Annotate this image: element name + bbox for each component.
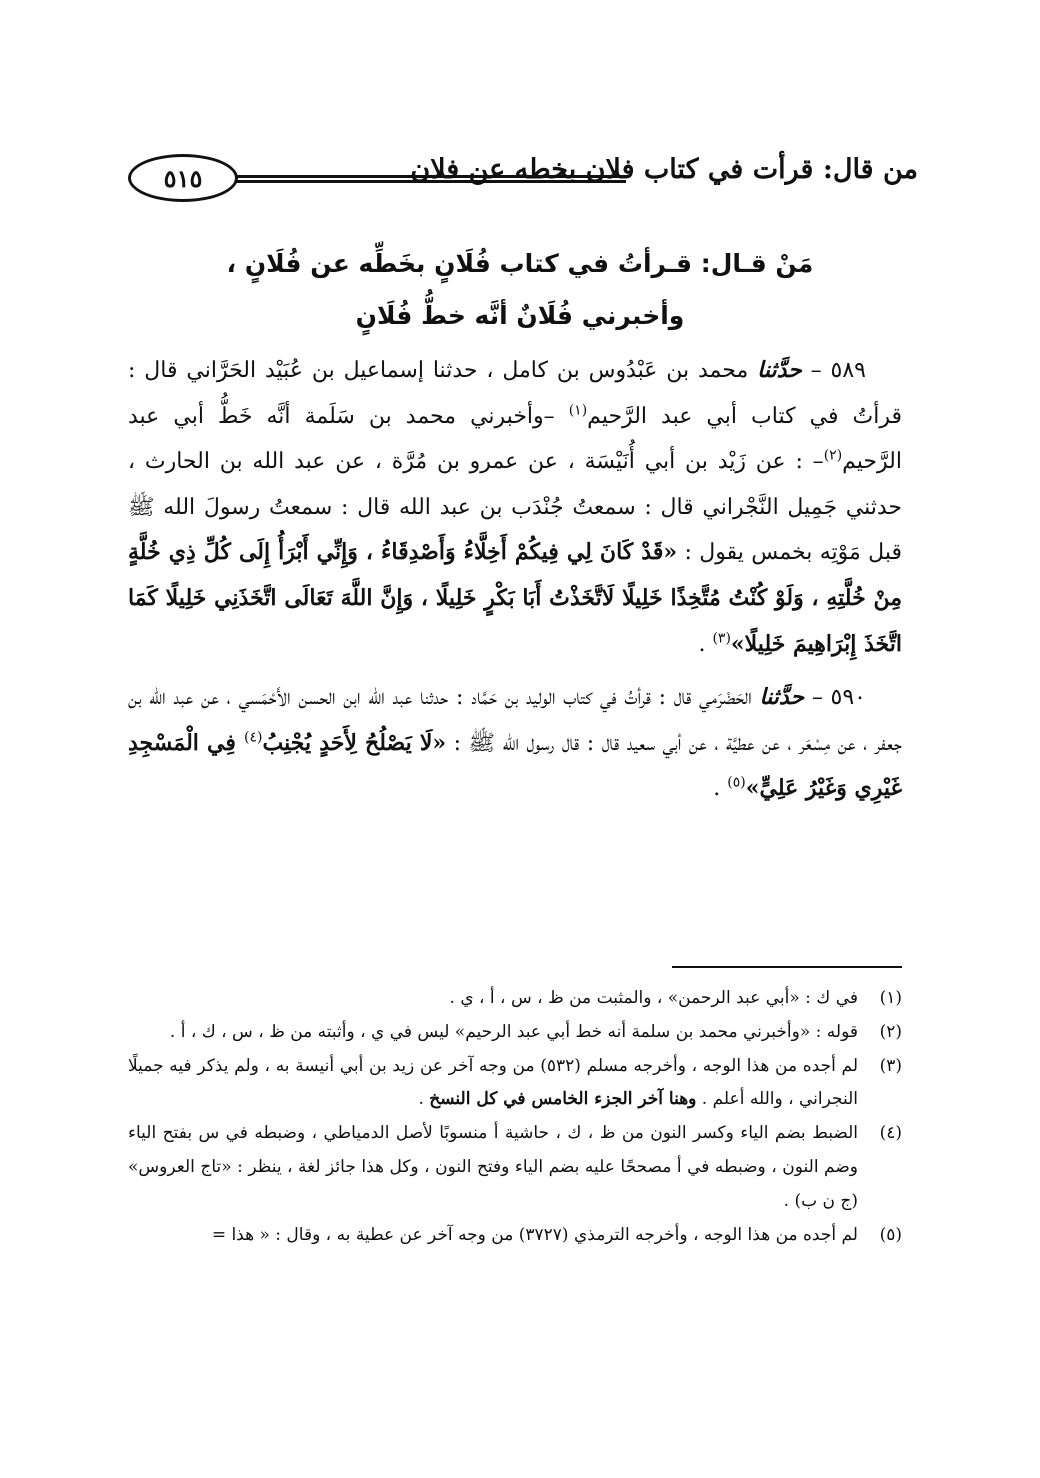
isnad-text: –وأخبرني محمد بن سَلَمة أنَّه خَطُّ أبي عبد الرَّحيم bbox=[128, 403, 902, 475]
footnote-text: لم أجده من هذا الوجه ، وأخرجه الترمذي (٣٧٢٧) من وجه آخر عن عطية به ، وقال : « هذا = bbox=[211, 1224, 858, 1245]
end-mark: . bbox=[418, 1089, 430, 1110]
footnotes bbox=[128, 982, 902, 1252]
footnote-text: لم أجده من هذا الوجه ، وأخرجه مسلم (٥٣٢) من وجه آخر عن زيد بن أبي أنيسة به ، ولم يذكر فيه جميلًا النجراني ، والله أعلم . bbox=[128, 1055, 859, 1110]
matn-text: «قَدْ كَانَ لِي فِيكُمْ أَخِلَّاءُ وَأَصْدِقَاءُ ، وَإِنِّي أَبْرَأُ إِلَى كُلِّ ذِي خُلَّةٍ مِنْ خُلَّتِهِ ، وَلَوْ كُنْتُ مُتَّخِذًا خَلِيلًا لَاتَّخَذْتُ أَبَا بَكْرٍ خَلِيلًا ، وَإِنَّ اللَّهَ تَعَالَى اتَّخَذَنِي خَلِيلًا كَمَا اتَّخَذَ إِبْرَاهِيمَ خَلِيلًا» bbox=[128, 539, 902, 657]
footnote-4 bbox=[128, 1117, 902, 1218]
hadith-number: ٥٩٠ – bbox=[804, 685, 866, 711]
footnote-text: قوله : «وأخبرني محمد بن سلمة أنه خط أبي عبد الرحيم» ليس في ي ، وأثبته من ظ ، س ، ك ، أ . bbox=[169, 1021, 858, 1042]
page-number: ٥١٥ bbox=[128, 154, 238, 202]
footnote-1 bbox=[128, 982, 902, 1016]
hadith-number: ٥٨٩ – bbox=[801, 358, 866, 383]
footnote-number: (٣) bbox=[879, 1055, 903, 1076]
hadith-589 bbox=[128, 348, 902, 667]
footnote-number: (٢) bbox=[879, 1021, 902, 1042]
footnote-ref-3[interactable]: (٣) bbox=[712, 630, 731, 647]
running-title: من قال: قرأت في كتاب فلان بخطه عن فلان bbox=[410, 154, 918, 185]
haddathana-word: حدَّثنا bbox=[759, 684, 805, 711]
footnote-number: (٥) bbox=[879, 1224, 902, 1245]
footnote-text: في ك : «أبي عبد الرحمن» ، والمثبت من ظ ، س ، أ ، ي . bbox=[449, 988, 858, 1008]
chapter-heading-line-2: وأخبرني فُلَانٌ أنَّه خطُّ فُلَانٍ bbox=[355, 301, 685, 330]
footnote-3 bbox=[128, 1050, 902, 1118]
footnote-ref-5[interactable]: (٥) bbox=[727, 775, 746, 792]
hadith-590 bbox=[128, 675, 902, 812]
footnote-emphasis: وهنا آخر الجزء الخامس في كل النسخ bbox=[429, 1089, 697, 1110]
chapter-heading-line-1: مَنْ قـال: قـرأتُ في كتاب فُلَانٍ بخَطِّه عن فُلَانٍ ، bbox=[226, 249, 814, 278]
footnote-separator bbox=[672, 966, 902, 968]
isnad-text: محمد بن عَبْدُوس بن كامل ، حدثنا إسماعيل بن عُبَيْد الحَرَّاني قال : قرأتُ في كتاب أبي عبد الرَّحيم bbox=[128, 358, 902, 429]
matn-text: «لَا يَصْلُحُ لِأَحَدٍ يُجْنِبُ bbox=[262, 729, 447, 756]
end-mark: . bbox=[698, 631, 713, 657]
footnote-ref-1[interactable]: (١) bbox=[568, 402, 588, 419]
footnote-2 bbox=[128, 1016, 902, 1050]
haddathana-word: حدَّثنا bbox=[757, 357, 802, 383]
footnote-5 bbox=[128, 1219, 902, 1253]
end-mark: . bbox=[713, 776, 728, 802]
footnote-text: الضبط بضم الياء وكسر النون من ظ ، ك ، حاشية أ منسوبًا لأصل الدمياطي ، وضبطه في س بفتح الياء وضم النون ، وضبطه في أ مصححًا عليه بضم الياء وفتح النون ، وكل هذا جائز لغة ، ينظر : «تاج العروس» (ج ن ب) . bbox=[128, 1123, 858, 1211]
footnote-number: (٤) bbox=[879, 1123, 902, 1144]
footnote-ref-4[interactable]: (٤) bbox=[244, 729, 263, 746]
chapter-heading bbox=[150, 238, 890, 342]
footnote-ref-2[interactable]: (٢) bbox=[823, 447, 843, 464]
isnad-text: – : عن زَيْد بن أبي أُنَيْسَة ، عن عمرو بن مُرَّة ، عن عبد الله بن الحارث ، حدثني جَمِيل النَّجْراني قال : سمعتُ جُنْدَب بن عبد الله قال : سمعتُ رسولَ الله ﷺ قبل مَوْتِه بخمس يقول : bbox=[128, 449, 902, 566]
body-text bbox=[128, 348, 902, 812]
matn-text: فِي الْمَسْجِدِ غَيْرِي وَغَيْرُ عَلِيٍّ» bbox=[128, 729, 902, 802]
isnad-text: الحَضْرَمي قال : قرأتُ في كتاب الوليد بن حَمَّاد : حدثنا عبد الله ابن الحسن الأَحْمَسي ، عن عبد الله بن جعفر ، عن مِسْعَر ، عن عطيَّة ، عن أبي سعيد قال : قال رسول الله ﷺ : bbox=[128, 685, 902, 756]
running-header bbox=[128, 150, 918, 208]
footnote-number: (١) bbox=[879, 988, 902, 1008]
